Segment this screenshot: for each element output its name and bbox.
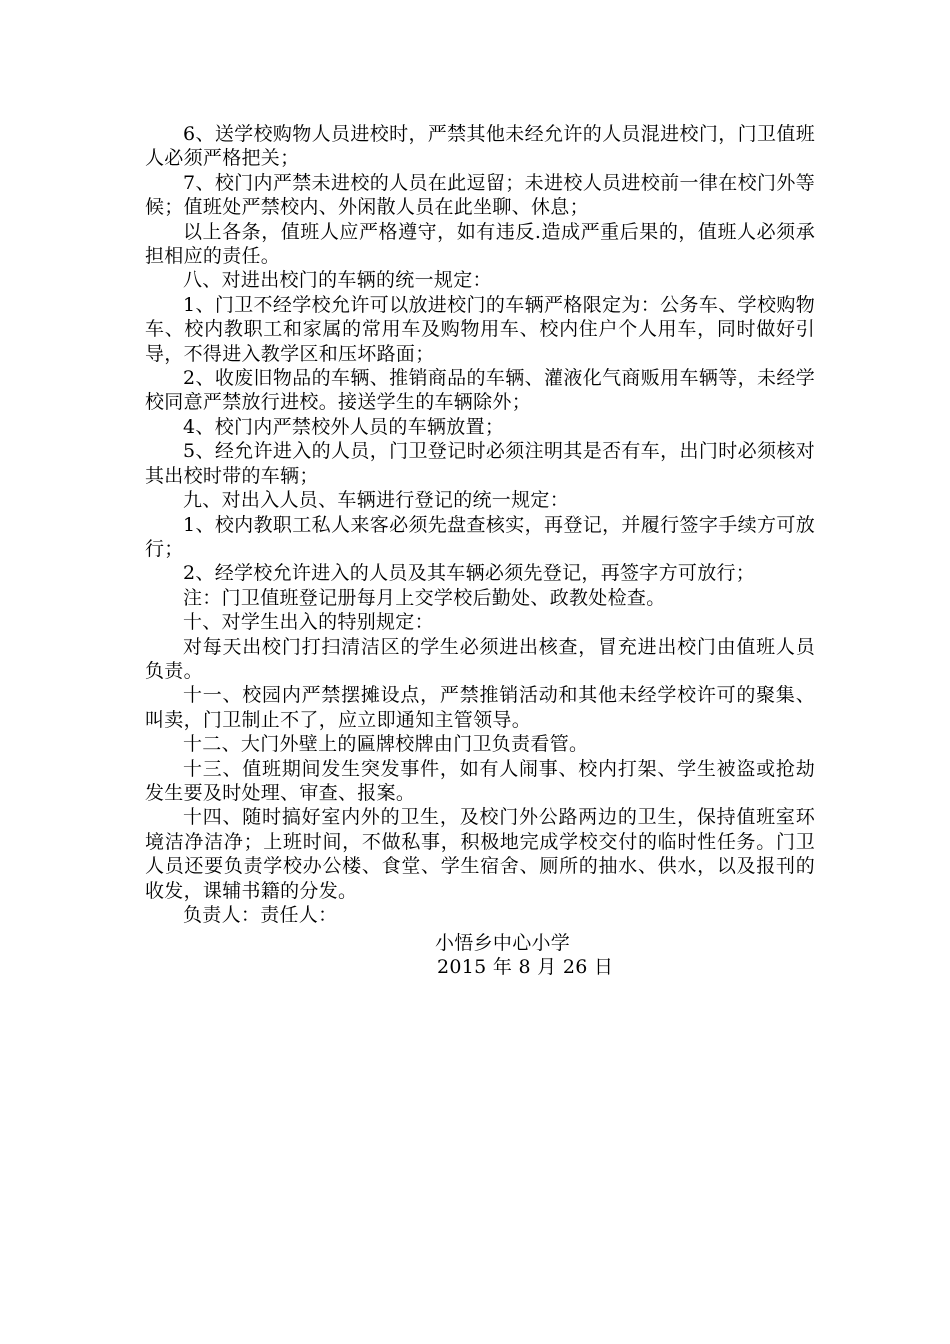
responsible-persons-line: 负责人：责任人：	[183, 904, 338, 926]
paragraph-registration-note: 注：门卫值班登记册每月上交学校后勤处、政教处检查。	[183, 586, 666, 609]
paragraph-item-6-shopping: 6、送学校购物人员进校时，严禁其他未经允许的人员混进校门，门卫值班人必须严格把关；	[145, 123, 815, 170]
section-heading-8-vehicles: 八、对进出校门的车辆的统一规定：	[183, 269, 492, 292]
paragraph-registration-rule-2: 2、经学校允许进入的人员及其车辆必须先登记，再签字方可放行；	[183, 562, 756, 585]
paragraph-vehicle-rule-5: 5、经允许进入的人员，门卫登记时必须注明其是否有车，出门时必须核对其出校时带的车辆；	[145, 440, 815, 487]
paragraph-vehicle-rule-4: 4、校门内严禁校外人员的车辆放置；	[183, 415, 505, 438]
paragraph-vehicle-rule-2: 2、收废旧物品的车辆、推销商品的车辆、灌液化气商贩用车辆等，未经学校同意严禁放行进校。接送学生的车辆除外；	[145, 367, 815, 414]
paragraph-registration-rule-1: 1、校内教职工私人来客必须先盘查核实，再登记，并履行签字手续方可放行；	[145, 513, 815, 560]
paragraph-section-11: 十一、校园内严禁摆摊设点，严禁推销活动和其他未经学校许可的聚集、叫卖，门卫制止不了，应立即通知主管领导。	[145, 684, 815, 731]
paragraph-section-12: 十二、大门外壁上的匾牌校牌由门卫负责看管。	[183, 733, 589, 756]
paragraph-section-14: 十四、随时搞好室内外的卫生，及校门外公路两边的卫生，保持值班室环境洁净洁净；上班时间，不做私事，积极地完成学校交付的临时性任务。门卫人员还要负责学校办公楼、食堂、学生宿舍、厕所的抽水、供水，以及报刊的收发，课辅书籍的分发。	[145, 806, 815, 902]
paragraph-item-7-loitering: 7、校门内严禁未进校的人员在此逗留；未进校人员进校前一律在校门外等候；值班处严禁校内、外闲散人员在此坐聊、休息；	[145, 171, 815, 219]
section-heading-9-registration: 九、对出入人员、车辆进行登记的统一规定：	[183, 489, 570, 512]
paragraph-vehicle-rule-1: 1、门卫不经学校允许可以放进校门的车辆严格限定为：公务车、学校购物车、校内教职工和家属的常用车及购物用车、校内住户个人用车，同时做好引导，不得进入教学区和压坏路面；	[145, 293, 815, 365]
section-heading-10-students: 十、对学生出入的特别规定：	[183, 611, 434, 634]
paragraph-section-13: 十三、值班期间发生突发事件，如有人闹事、校内打架、学生被盗或抢劫发生要及时处理、审查、报案。	[145, 757, 815, 804]
document-date: 2015 年 8 月 26 日	[437, 956, 614, 979]
document-body	[145, 122, 815, 927]
paragraph-compliance-note: 以上各条，值班人应严格遵守，如有违反.造成严重后果的，值班人必须承担相应的责任。	[145, 220, 815, 268]
paragraph-student-rule: 对每天出校门打扫清洁区的学生必须进出核查，冒充进出校门由值班人员负责。	[145, 635, 815, 682]
signature-block	[145, 931, 815, 980]
organization-name: 小悟乡中心小学	[435, 932, 571, 954]
